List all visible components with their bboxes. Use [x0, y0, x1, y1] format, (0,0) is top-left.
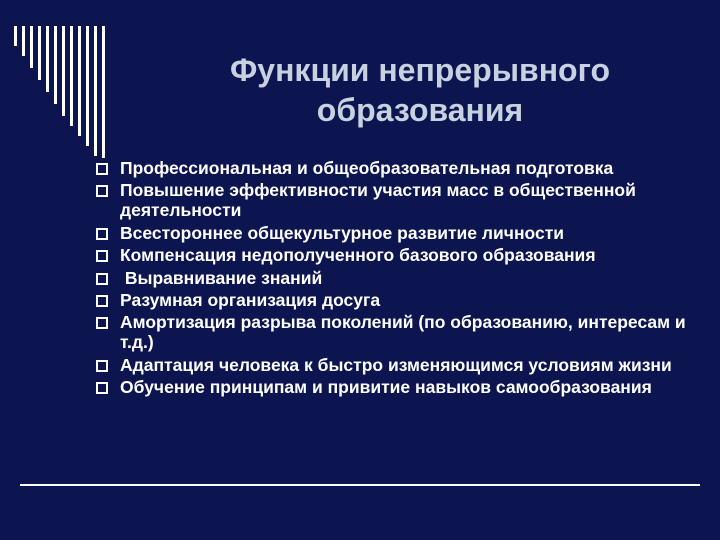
- bullet-text: Амортизация разрыва поколений (по образованию, интересам и т.д.): [120, 312, 686, 353]
- bullet-list: [90, 158, 690, 400]
- hollow-square-icon: [96, 250, 108, 262]
- hollow-square-icon: [96, 228, 108, 240]
- hollow-square-icon: [96, 295, 108, 307]
- bullet-item: [90, 223, 690, 243]
- bullet-item: [90, 355, 690, 375]
- bullet-text: Профессиональная и общеобразовательная подготовка: [120, 158, 614, 178]
- bullet-text: Всестороннее общекультурное развитие личности: [120, 222, 565, 243]
- slide-title: [170, 50, 670, 130]
- bullet-text: Повышение эффективности участия масс в общественной деятельности: [120, 180, 636, 221]
- bullet-item: [90, 158, 690, 178]
- bullet-item: [90, 290, 690, 310]
- bullet-text: Выравнивание знаний: [120, 267, 323, 288]
- bullet-item: [90, 268, 690, 288]
- slide-title-line1: Функции непрерывного: [229, 52, 611, 88]
- bullet-item: [90, 377, 690, 397]
- bullet-item: [90, 312, 690, 352]
- hollow-square-icon: [96, 185, 108, 197]
- slide-title-line2: образования: [316, 92, 524, 128]
- bullet-text: Разумная организация досуга: [120, 289, 381, 310]
- hollow-square-icon: [96, 317, 108, 329]
- bullet-text: Обучение принципам и привитие навыков самообразования: [120, 377, 652, 398]
- bullet-item: [90, 245, 690, 265]
- bullet-text: Адаптация человека к быстро изменяющимся условиям жизни: [120, 354, 672, 375]
- hollow-square-icon: [96, 273, 108, 285]
- vertical-bars-decoration: [0, 0, 170, 160]
- hollow-square-icon: [96, 163, 108, 175]
- bullet-text: Компенсация недополученного базового образования: [120, 245, 596, 266]
- hollow-square-icon: [96, 382, 108, 394]
- bullet-item: [90, 180, 690, 220]
- footer-divider: [20, 484, 700, 486]
- hollow-square-icon: [96, 360, 108, 372]
